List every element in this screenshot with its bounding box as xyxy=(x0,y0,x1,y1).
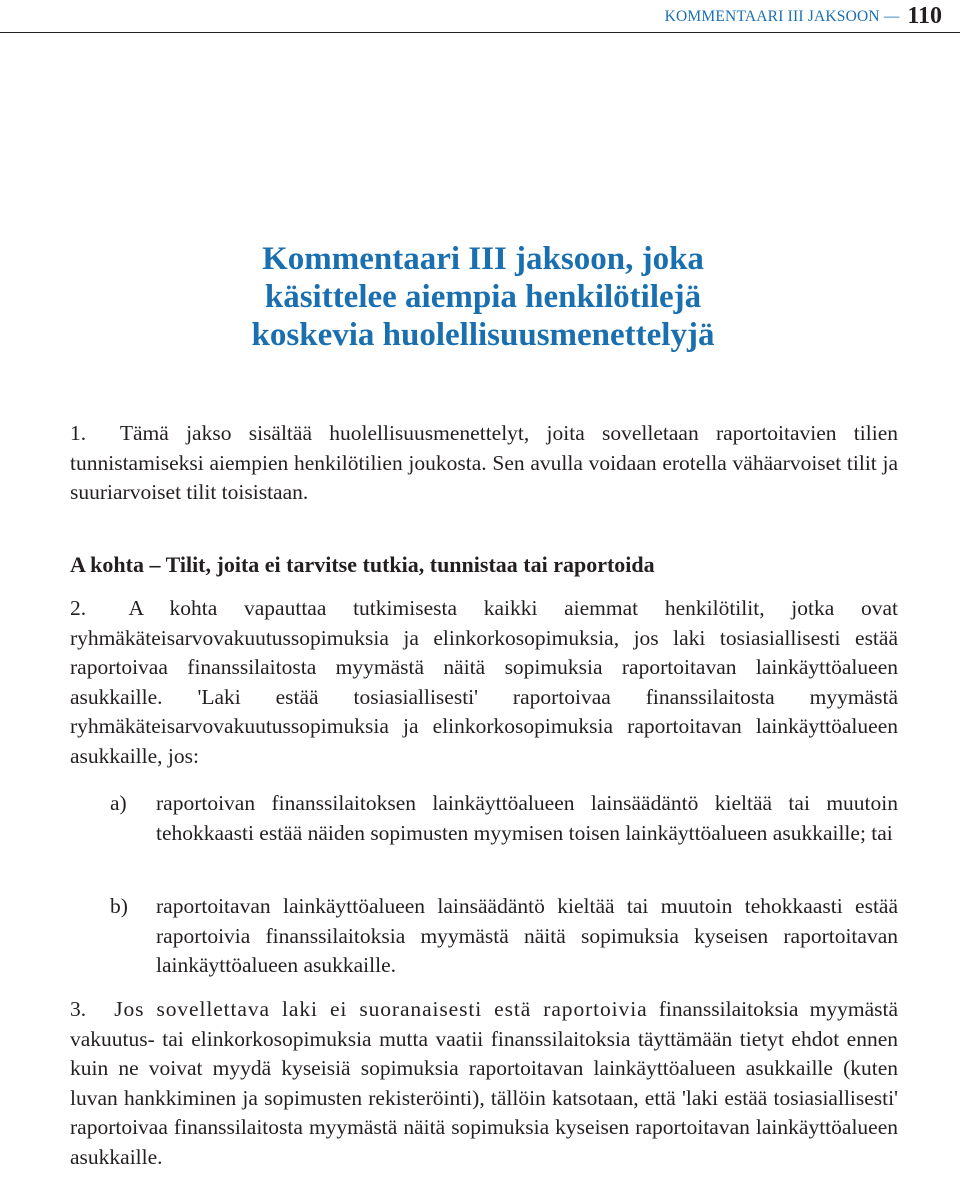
list-item-b-block xyxy=(70,892,898,981)
paragraph-1 xyxy=(70,419,898,508)
page-title-line-2: käsittelee aiempia henkilötilejä xyxy=(264,279,702,315)
running-header-label: KOMMENTAARI III JAKSOON xyxy=(664,8,880,25)
paragraph-3-text-block xyxy=(70,995,898,1172)
list-item-a xyxy=(70,789,898,848)
page-title-line-3: koskevia huolellisuusmenettelyjä xyxy=(251,317,715,353)
list-item-b-marker: b) xyxy=(110,894,128,918)
running-header-dash: — xyxy=(883,8,900,25)
paragraph-3-number: 3. xyxy=(70,997,87,1021)
paragraph-2-text: A kohta vapauttaa tutkimisesta kaikki aiemmat henkilötilit, jotka ovat ryhmäkäteisarvovakuutussopimuksia ja elinkorkosopimuksia, jos laki tosiasiallisesti estää raportoivaa finanssilaitosta myymästä näitä sopimuksia raportoitavan lainkäyttöalueen asukkaille. 'Laki estää tosiasiallisesti' raportoivaa finanssilaitosta myymästä ryhmäkäteisarvovakuutussopimuksia ja elinkorkosopimuksia raportoitavan lainkäyttöalueen asukkaille, jos: xyxy=(70,596,898,768)
page-title-line-1: Kommentaari III jaksoon, joka xyxy=(262,241,704,277)
list-item-a-marker: a) xyxy=(110,791,127,815)
section-a-heading: A kohta – Tilit, joita ei tarvitse tutkia, tunnistaa tai raportoida xyxy=(70,552,655,577)
paragraph-1-number: 1. xyxy=(70,421,87,445)
paragraph-2-number: 2. xyxy=(70,596,87,620)
paragraph-1-text: Tämä jakso sisältää huolellisuusmenettelyt, joita sovelletaan raportoitavien tilien tunnistamiseksi aiempien henkilötilien joukosta. Sen avulla voidaan erotella vähäarvoiset tilit ja suuriarvoiset tilit toisistaan. xyxy=(70,421,898,504)
paragraph-3-text: finanssilaitoksia myymästä vakuutus- tai elinkorkosopimuksia mutta vaatii finanssilaitoksia täyttämään tietyt ehdot ennen kuin ne voivat myydä kyseisiä sopimuksia raportoitavan lainkäyttöalueen asukkaille (kuten luvan hankkiminen ja sopimusten rekisteröinti), tällöin katsotaan, että 'laki estää tosiasiallisesti' raportoivaa finanssilaitosta myymästä näitä sopimuksia kyseisen raportoitavan lainkäyttöalueen asukkaille. xyxy=(70,997,899,1169)
page-title xyxy=(0,240,960,354)
page-number: 110 xyxy=(907,3,942,29)
paragraph-3 xyxy=(70,995,898,1172)
running-header xyxy=(0,0,960,33)
paragraph-2-text-block xyxy=(70,594,898,771)
list-item-b-text: raportoitavan lainkäyttöalueen lainsäädäntö kieltää tai muutoin tehokkaasti estää raportoivia finanssilaitoksia myymästä näitä sopimuksia kyseisen raportoitavan lainkäyttöalueen asukkaille. xyxy=(156,894,898,977)
list-item-a-block xyxy=(70,789,898,848)
list-item-a-text: raportoivan finanssilaitoksen lainkäyttöalueen lainsäädäntö kieltää tai muutoin tehokkaasti estää näiden sopimusten myymisen toisen lainkäyttöalueen asukkaille; tai xyxy=(156,791,898,845)
paragraph-2 xyxy=(70,594,898,771)
paragraph-1-text-block xyxy=(70,419,898,508)
list-item-b xyxy=(70,892,898,981)
running-header-text xyxy=(665,2,942,31)
paragraph-3-first-line: Jos sovellettava laki ei suoranaisesti estä raportoivia xyxy=(114,997,648,1021)
